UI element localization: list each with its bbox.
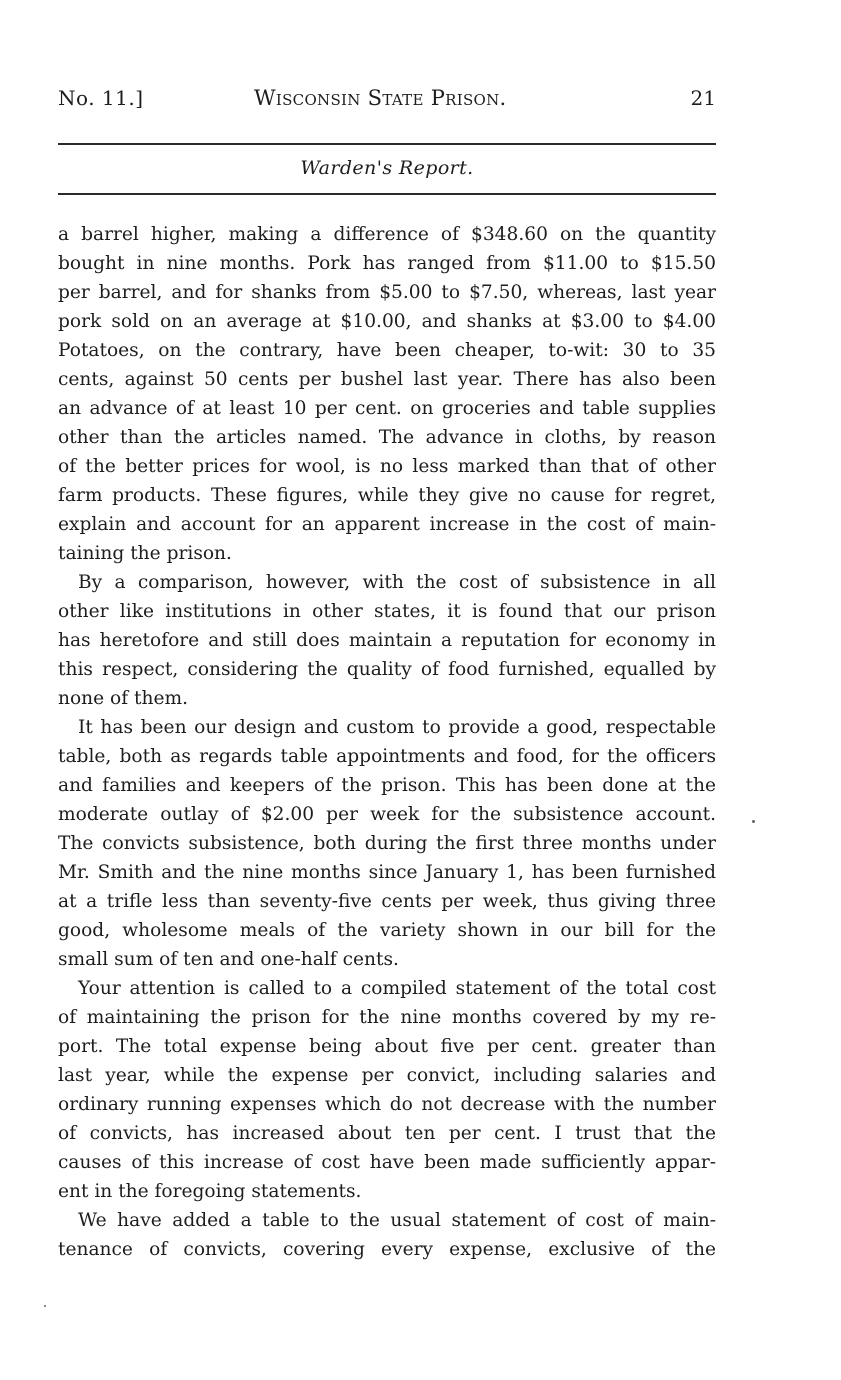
paragraph: [58, 974, 716, 1206]
paragraph: [58, 220, 716, 568]
header-document-number: No. 11.]: [58, 86, 144, 110]
text-line: last year, while the expense per convict, including salaries and: [58, 1065, 716, 1086]
text-line: farm products. These figures, while they give no cause for regret,: [58, 485, 716, 506]
text-line: causes of this increase of cost have been made sufficiently appar-: [58, 1152, 716, 1173]
text-line: of maintaining the prison for the nine months covered by my re-: [58, 1007, 716, 1028]
text-line: a barrel higher, making a difference of $348.60 on the quantity: [58, 224, 716, 245]
text-line: The convicts subsistence, both during the first three months under: [58, 833, 716, 854]
text-line: and families and keepers of the prison. This has been done at the: [58, 775, 716, 796]
bottom-rule: [58, 193, 716, 195]
text-line: an advance of at least 10 per cent. on groceries and table supplies: [58, 398, 716, 419]
text-line: per barrel, and for shanks from $5.00 to $7.50, whereas, last year: [58, 282, 716, 303]
text-line: of the better prices for wool, is no less marked than that of other: [58, 456, 716, 477]
text-line: small sum of ten and one-half cents.: [58, 949, 399, 970]
text-line: of convicts, has increased about ten per cent. I trust that the: [58, 1123, 716, 1144]
text-line: Potatoes, on the contrary, have been cheaper, to-wit: 30 to 35: [58, 340, 716, 361]
text-line: tenance of convicts, covering every expense, exclusive of the: [58, 1239, 716, 1260]
text-line: It has been our design and custom to provide a good, respectable: [78, 717, 716, 738]
text-line: port. The total expense being about five per cent. greater than: [58, 1036, 716, 1057]
text-line: pork sold on an average at $10.00, and shanks at $3.00 to $4.00: [58, 311, 716, 332]
text-line: explain and account for an apparent increase in the cost of main-: [58, 514, 716, 535]
text-line: Your attention is called to a compiled statement of the total cost: [78, 978, 716, 999]
text-line: taining the prison.: [58, 543, 232, 564]
paragraph: [58, 568, 716, 713]
text-line: moderate outlay of $2.00 per week for the subsistence account.: [58, 804, 716, 825]
text-line: ordinary running expenses which do not decrease with the number: [58, 1094, 716, 1115]
scan-speck: [752, 820, 755, 823]
text-line: bought in nine months. Pork has ranged from $11.00 to $15.50: [58, 253, 716, 274]
top-rule: [58, 143, 716, 145]
text-line: this respect, considering the quality of food furnished, equalled by: [58, 659, 716, 680]
section-title: Warden's Report.: [300, 157, 474, 179]
running-header: [58, 86, 716, 116]
header-title: Wisconsin State Prison.: [254, 86, 507, 110]
text-line: at a trifle less than seventy-five cents per week, thus giving three: [58, 891, 716, 912]
text-line: cents, against 50 cents per bushel last year. There has also been: [58, 369, 716, 390]
text-line: table, both as regards table appointments and food, for the officers: [58, 746, 716, 767]
text-line: good, wholesome meals of the variety shown in our bill for the: [58, 920, 716, 941]
text-line: Mr. Smith and the nine months since January 1, has been furnished: [58, 862, 716, 883]
text-line: We have added a table to the usual statement of cost of main-: [78, 1210, 716, 1231]
text-line: By a comparison, however, with the cost of subsistence in all: [78, 572, 716, 593]
paragraph: [58, 713, 716, 974]
text-line: ent in the foregoing statements.: [58, 1181, 362, 1202]
text-line: other like institutions in other states, it is found that our prison: [58, 601, 716, 622]
paragraph: [58, 1206, 716, 1264]
page-number: 21: [690, 86, 716, 110]
scan-speck: [44, 1305, 46, 1307]
body-text: [58, 220, 716, 1264]
text-line: none of them.: [58, 688, 189, 709]
text-line: has heretofore and still does maintain a reputation for economy in: [58, 630, 716, 651]
text-line: other than the articles named. The advance in cloths, by reason: [58, 427, 716, 448]
